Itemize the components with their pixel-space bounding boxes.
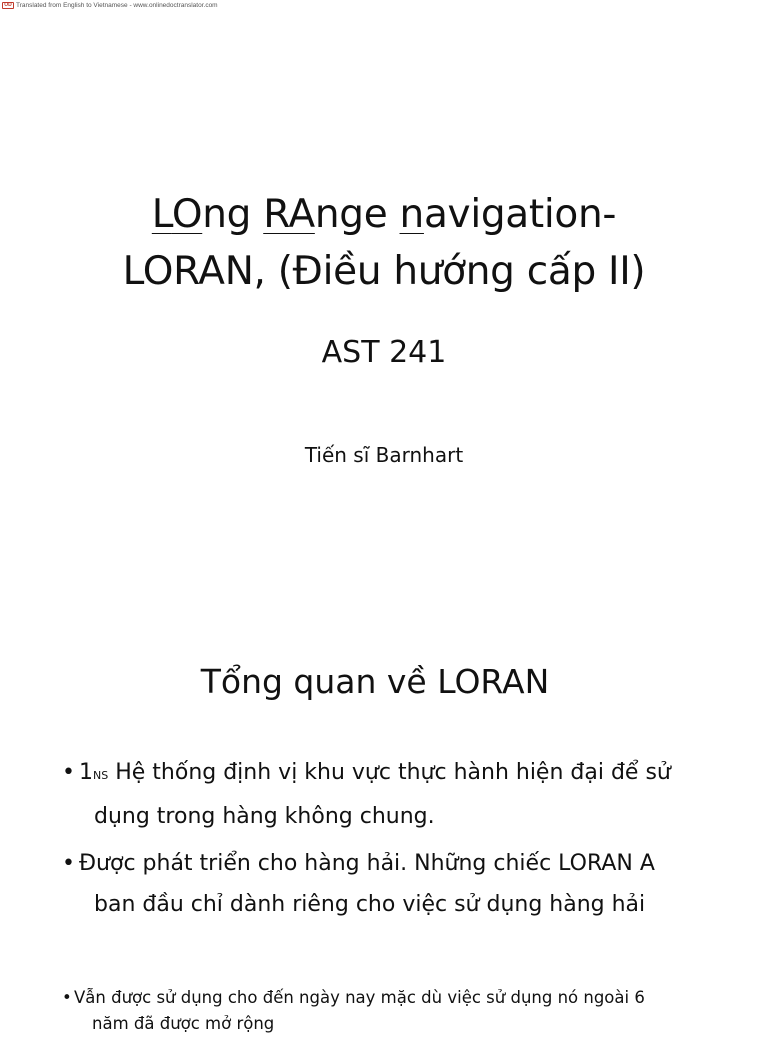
title-underlined-n: n bbox=[399, 192, 424, 237]
bullet-marker: • bbox=[62, 988, 72, 1007]
slide-title-line-1 bbox=[0, 189, 768, 241]
author-name: Tiến sĩ Barnhart bbox=[304, 443, 464, 467]
bullet-line-2: ban đầu chỉ dành riêng cho việc sử dụng hàng hải bbox=[94, 892, 646, 917]
bullet-prefix: 1 bbox=[79, 760, 93, 785]
bullet-item bbox=[62, 985, 722, 1037]
translator-logo-icon: OD bbox=[2, 2, 14, 9]
bullet-marker: • bbox=[62, 760, 75, 785]
translator-banner-text: Translated from English to Vietnamese - www.onlinedoctranslator.com bbox=[16, 1, 218, 9]
bullet-line-1: Được phát triển cho hàng hải. Những chiếc LORAN A bbox=[79, 851, 655, 876]
title-text-nge: nge bbox=[314, 192, 400, 237]
bullet-item bbox=[62, 752, 702, 837]
bullet-line-1: Vẫn được sử dụng cho đến ngày nay mặc dù việc sử dụng nó ngoài 6 bbox=[74, 988, 645, 1007]
translator-banner bbox=[2, 0, 218, 10]
bullet-item bbox=[62, 843, 702, 925]
title-text-ng: ng bbox=[202, 192, 264, 237]
bullet-line-1: Hệ thống định vị khu vực thực hành hiện đại để sử bbox=[108, 760, 671, 785]
title-underlined-ra: RA bbox=[263, 192, 315, 237]
title-underlined-l: L bbox=[151, 192, 172, 237]
slide-2-title: Tổng quan về LORAN bbox=[200, 662, 550, 701]
bullet-ordinal-suffix: NS bbox=[93, 769, 109, 782]
title-underlined-o: O bbox=[171, 192, 203, 237]
slide-title-line-2: LORAN, (Điều hướng cấp II) bbox=[122, 249, 646, 294]
title-text-avigation: avigation- bbox=[423, 192, 617, 237]
bullet-line-2: dụng trong hàng không chung. bbox=[94, 804, 435, 829]
bullet-marker: • bbox=[62, 851, 75, 876]
bullet-line-2: năm đã được mở rộng bbox=[92, 1014, 275, 1033]
course-code: AST 241 bbox=[321, 335, 447, 370]
